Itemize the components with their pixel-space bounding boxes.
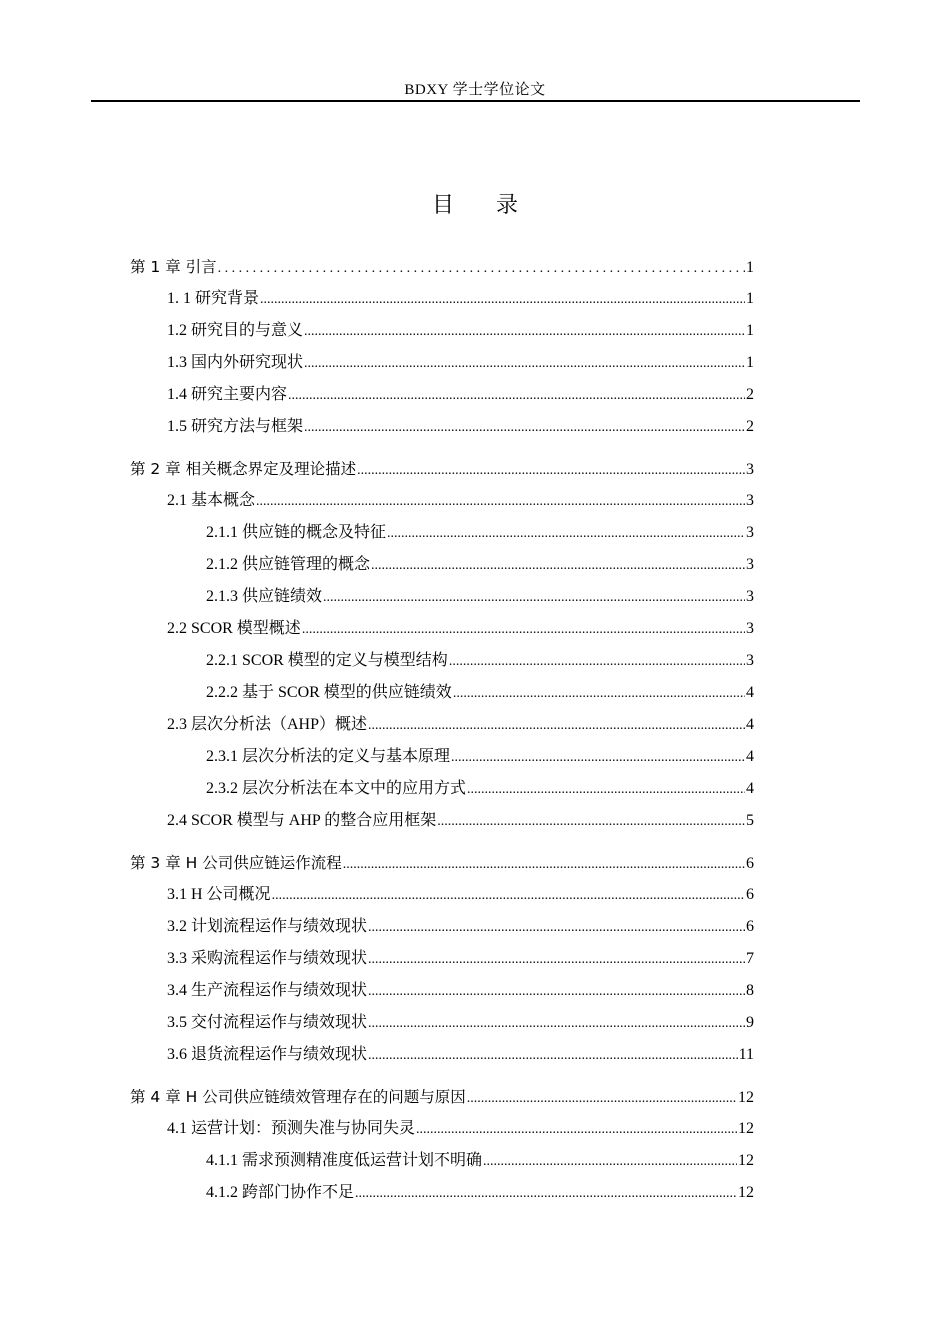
toc-page-number: 1 — [746, 322, 754, 339]
toc-dot-leader — [437, 810, 745, 834]
toc-page-number: 4 — [746, 780, 754, 797]
toc-entry-label: 2.2.2 基于 SCOR 模型的供应链绩效 — [206, 684, 452, 701]
toc-entry-label: 3.4 生产流程运作与绩效现状 — [167, 982, 368, 999]
toc-dot-leader — [272, 884, 745, 908]
toc-dot-leader — [260, 288, 745, 312]
toc-subsection-entry[interactable] — [206, 681, 754, 705]
toc-page-number: 4 — [746, 748, 754, 765]
toc-page-number: 4 — [746, 716, 754, 733]
toc-dot-leader — [355, 1182, 737, 1206]
toc-dot-leader — [304, 416, 745, 440]
toc-subsection-entry[interactable] — [206, 745, 754, 769]
toc-page-number: 3 — [746, 588, 754, 605]
toc-chapter-entry[interactable] — [130, 851, 754, 875]
toc-section-entry[interactable] — [167, 287, 754, 311]
toc-subsection-entry[interactable] — [206, 521, 754, 545]
toc-entry-label: 2.1 基本概念 — [167, 492, 256, 509]
toc-dot-leader — [451, 746, 745, 770]
toc-section-entry[interactable] — [167, 1011, 754, 1035]
toc-page-number: 1 — [746, 259, 754, 276]
toc-entry-label: 3.6 退货流程运作与绩效现状 — [167, 1046, 368, 1063]
toc-entry-label: 4.1 运营计划：预测失准与协同失灵 — [167, 1120, 416, 1137]
toc-page-number: 9 — [746, 1014, 754, 1031]
toc-page-number: 5 — [746, 812, 754, 829]
toc-section-entry[interactable] — [167, 351, 754, 375]
toc-entry-label: 3.2 计划流程运作与绩效现状 — [167, 918, 368, 935]
toc-page-number: 2 — [746, 386, 754, 403]
toc-entry-label: 2.3.1 层次分析法的定义与基本原理 — [206, 748, 451, 765]
toc-page-number: 6 — [746, 918, 754, 935]
toc-page-number: 12 — [738, 1152, 754, 1169]
toc-entry-label: 3.5 交付流程运作与绩效现状 — [167, 1014, 368, 1031]
toc-dot-leader — [304, 320, 745, 344]
toc-dot-leader — [343, 853, 745, 877]
toc-section-entry[interactable] — [167, 809, 754, 833]
toc-entry-label: 4.1.2 跨部门协作不足 — [206, 1184, 355, 1201]
toc-section-entry[interactable] — [167, 713, 754, 737]
toc-section-entry[interactable] — [167, 947, 754, 971]
toc-page-number: 4 — [746, 684, 754, 701]
toc-section-entry[interactable] — [167, 883, 754, 907]
toc-dot-leader — [449, 650, 745, 674]
toc-dot-leader — [368, 714, 745, 738]
toc-title: 目录 — [431, 193, 560, 218]
toc-entry-label: 1.3 国内外研究现状 — [167, 354, 304, 371]
toc-section-entry[interactable] — [167, 319, 754, 343]
toc-dot-leader — [357, 459, 745, 483]
toc-entry-label: 1.4 研究主要内容 — [167, 386, 288, 403]
toc-subsection-entry[interactable] — [206, 777, 754, 801]
toc-section-entry[interactable] — [167, 415, 754, 439]
toc-entry-label: 3.1 H 公司概况 — [167, 886, 271, 903]
toc-chapter-entry[interactable] — [130, 457, 754, 481]
toc-page-number: 3 — [746, 556, 754, 573]
toc-page-number: 11 — [738, 1046, 754, 1063]
toc-section-entry[interactable] — [167, 1117, 754, 1141]
toc-entry-label: 4.1.1 需求预测精准度低运营计划不明确 — [206, 1152, 483, 1169]
toc-chapter-entry[interactable] — [130, 255, 754, 279]
toc-page-number: 2 — [746, 418, 754, 435]
toc-page-number: 3 — [746, 652, 754, 669]
toc-chapter-entry[interactable] — [130, 1085, 754, 1109]
toc-page-number: 12 — [738, 1120, 754, 1137]
toc-page-number: 6 — [746, 855, 754, 872]
toc-dot-leader — [368, 916, 745, 940]
toc-dot-leader — [304, 352, 745, 376]
toc-page-number: 8 — [746, 982, 754, 999]
toc-dot-leader — [218, 257, 745, 281]
toc-dot-leader — [288, 384, 745, 408]
toc-entry-label: 2.1.2 供应链管理的概念 — [206, 556, 371, 573]
toc-section-entry[interactable] — [167, 979, 754, 1003]
toc-section-entry[interactable] — [167, 1043, 754, 1067]
toc-entry-label: 第 4 章 H 公司供应链绩效管理存在的问题与原因 — [130, 1088, 466, 1106]
toc-page-number: 1 — [746, 354, 754, 371]
toc-subsection-entry[interactable] — [206, 585, 754, 609]
toc-section-entry[interactable] — [167, 489, 754, 513]
toc-section-entry[interactable] — [167, 915, 754, 939]
toc-dot-leader — [483, 1150, 737, 1174]
toc-entry-label: 2.3 层次分析法（AHP）概述 — [167, 716, 368, 733]
toc-dot-leader — [416, 1118, 737, 1142]
toc-dot-leader — [467, 1087, 737, 1111]
toc-entry-label: 第 2 章 相关概念界定及理论描述 — [130, 460, 357, 478]
toc-section-entry[interactable] — [167, 383, 754, 407]
toc-subsection-entry[interactable] — [206, 1149, 754, 1173]
toc-subsection-entry[interactable] — [206, 553, 754, 577]
toc-page-number: 3 — [746, 620, 754, 637]
toc-page-number: 1 — [746, 290, 754, 307]
toc-dot-leader — [302, 618, 745, 642]
toc-dot-leader — [368, 948, 745, 972]
toc-section-entry[interactable] — [167, 617, 754, 641]
toc-page-number: 6 — [746, 886, 754, 903]
toc-dot-leader — [368, 1044, 738, 1068]
toc-entry-label: 1.5 研究方法与框架 — [167, 418, 304, 435]
toc-page-number: 3 — [746, 524, 754, 541]
toc-dot-leader — [368, 1012, 745, 1036]
toc-entry-label: 2.1.3 供应链绩效 — [206, 588, 323, 605]
toc-dot-leader — [467, 778, 745, 802]
toc-dot-leader — [453, 682, 745, 706]
toc-dot-leader — [371, 554, 745, 578]
toc-entry-label: 2.3.2 层次分析法在本文中的应用方式 — [206, 780, 467, 797]
toc-entry-label: 第 3 章 H 公司供应链运作流程 — [130, 854, 342, 872]
toc-page-number: 3 — [746, 492, 754, 509]
toc-page-number: 7 — [746, 950, 754, 967]
toc-page-number: 12 — [738, 1184, 754, 1201]
toc-entry-label: 2.1.1 供应链的概念及特征 — [206, 524, 387, 541]
toc-entry-label: 3.3 采购流程运作与绩效现状 — [167, 950, 368, 967]
toc-dot-leader — [387, 522, 745, 546]
toc-dot-leader — [368, 980, 745, 1004]
running-header: BDXY 学士学位论文 — [404, 82, 546, 98]
toc-page-number: 12 — [738, 1089, 754, 1106]
toc-dot-leader — [256, 490, 745, 514]
toc-entry-label: 1.2 研究目的与意义 — [167, 322, 304, 339]
toc-page-number: 3 — [746, 461, 754, 478]
toc-entry-label: 2.2.1 SCOR 模型的定义与模型结构 — [206, 652, 448, 669]
toc-entry-label: 2.4 SCOR 模型与 AHP 的整合应用框架 — [167, 812, 437, 829]
toc-entry-label: 2.2 SCOR 模型概述 — [167, 620, 301, 637]
toc-entry-label: 第 1 章 引言 — [130, 258, 217, 276]
toc-entry-label: 1. 1 研究背景 — [167, 290, 260, 307]
toc-subsection-entry[interactable] — [206, 649, 754, 673]
toc-subsection-entry[interactable] — [206, 1181, 754, 1205]
toc-dot-leader — [323, 586, 745, 610]
